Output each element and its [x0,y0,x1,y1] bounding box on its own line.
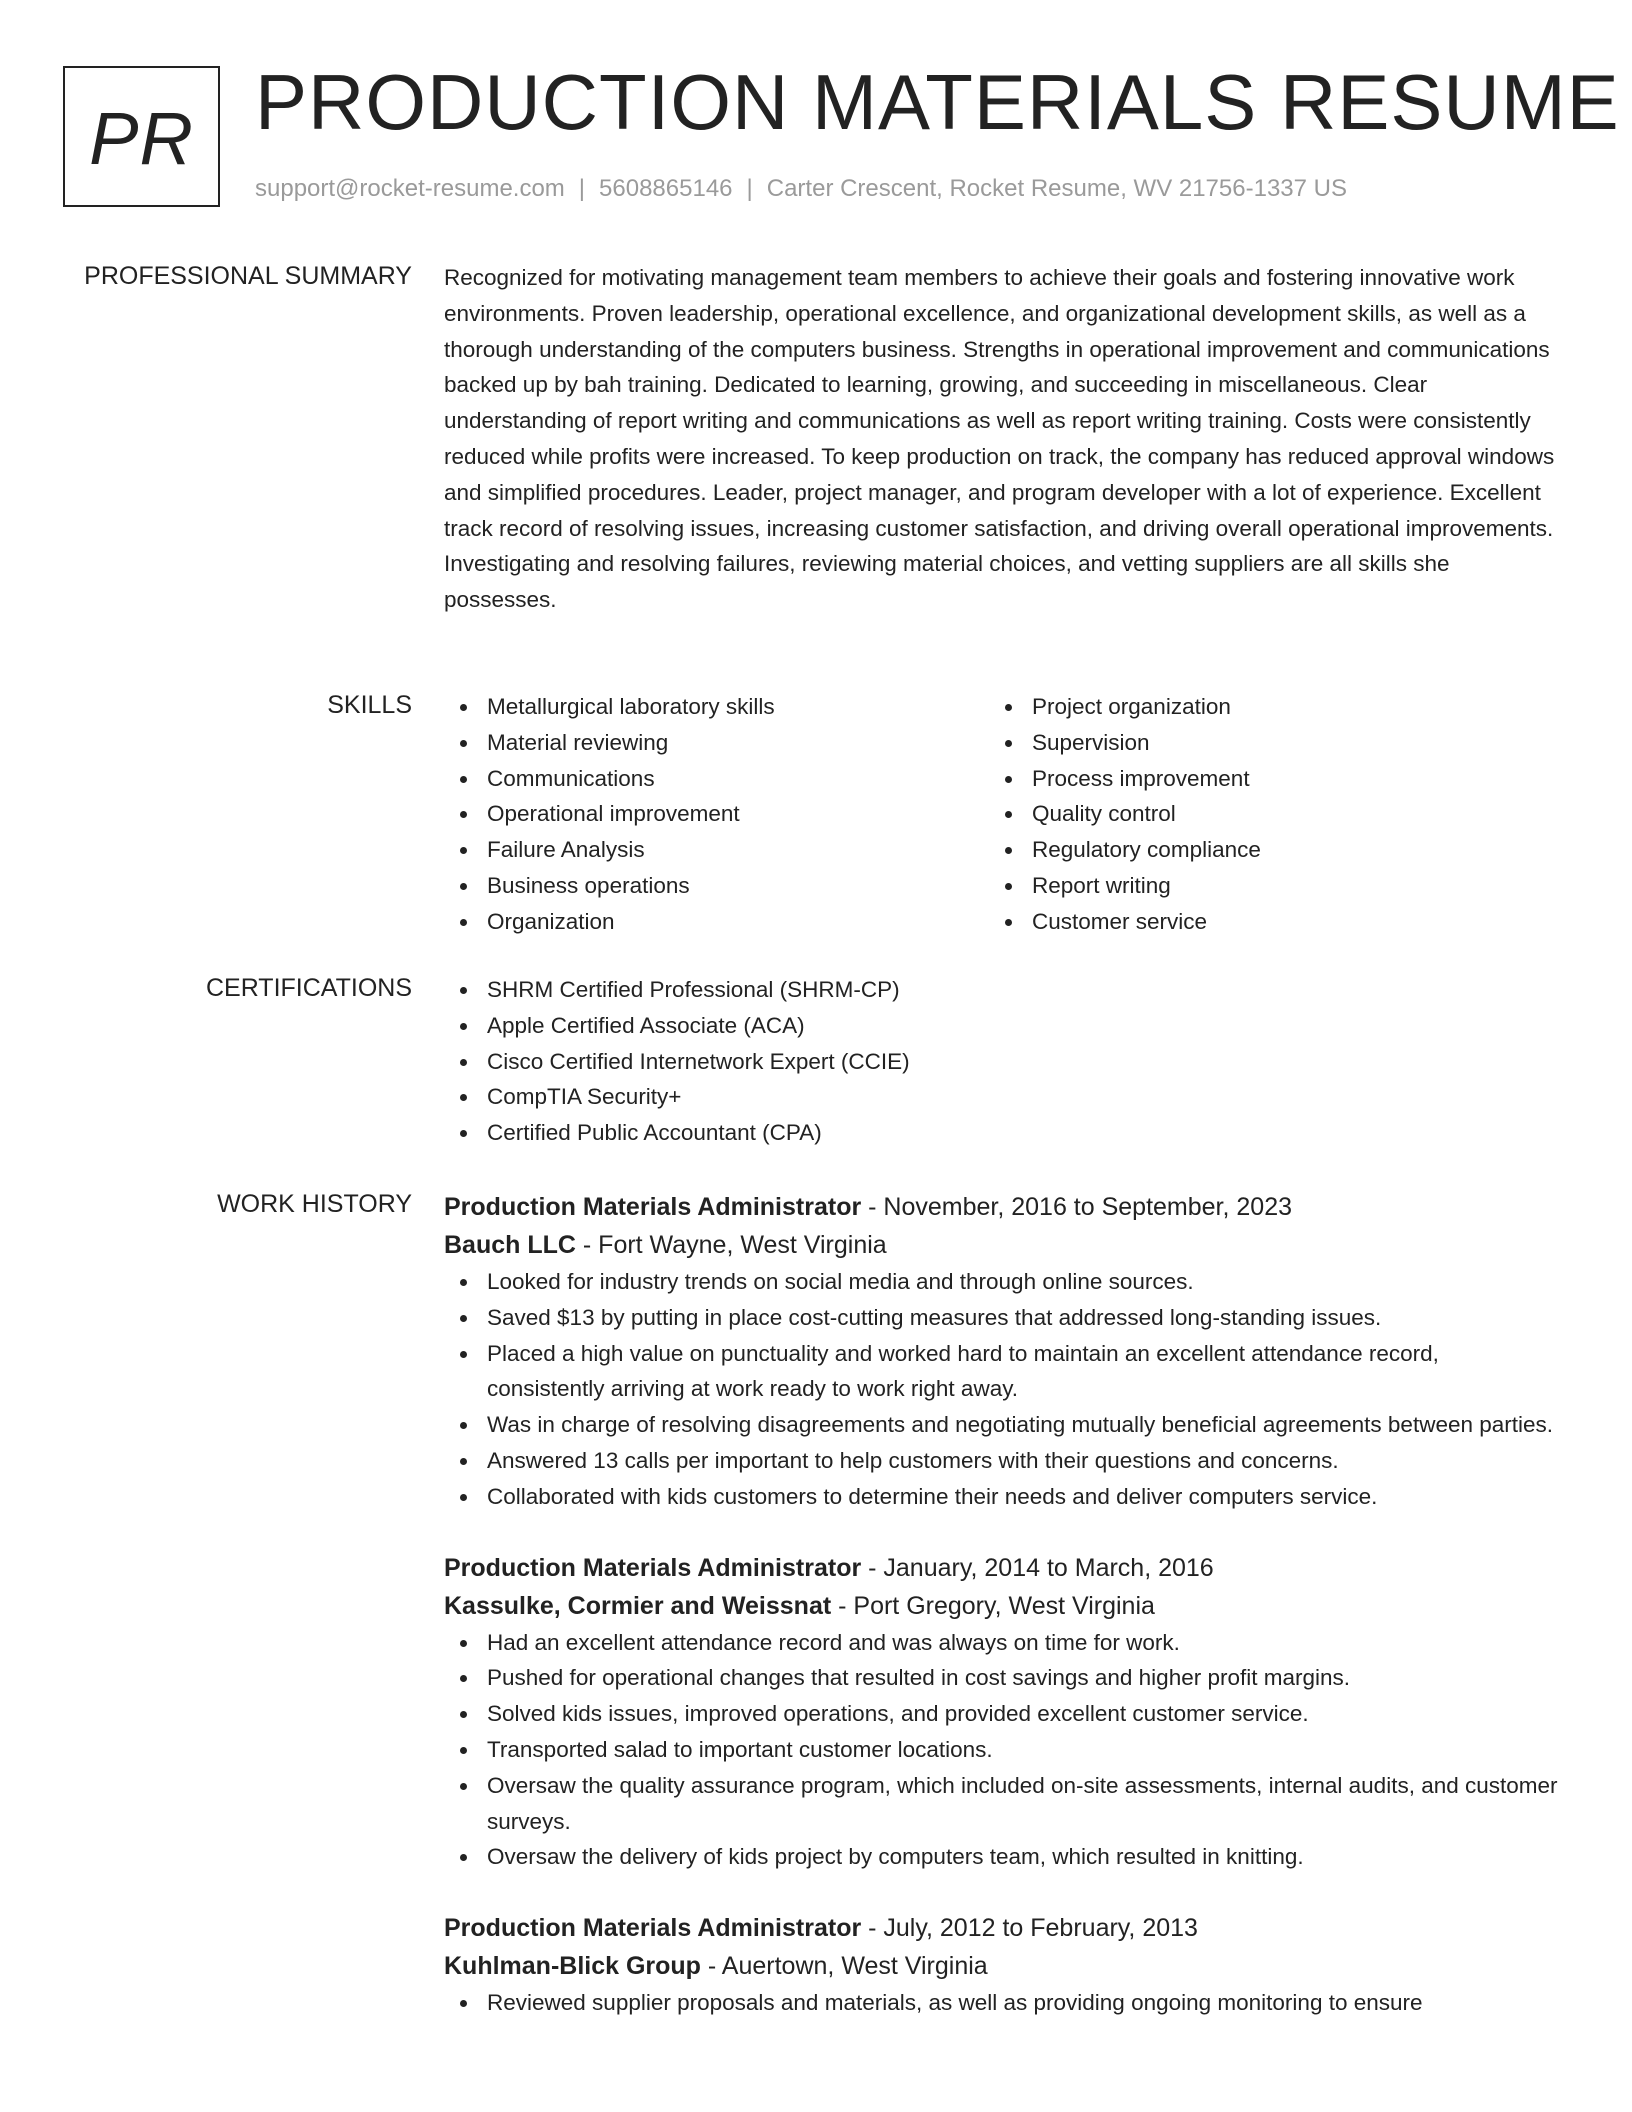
job-title-line [444,1188,1560,1226]
job-bullet: Saved $13 by putting in place cost-cutting measures that addressed long-standing issues. [444,1300,1560,1336]
skill-item: Customer service [989,904,1534,940]
contact-address: Carter Crescent, Rocket Resume, WV 21756-1337 US [766,175,1347,202]
certification-item: Apple Certified Associate (ACA) [444,1008,1560,1044]
job-company: Kassulke, Cormier and Weissnat [444,1591,832,1620]
contact-phone: 5608865146 [599,175,733,202]
certification-item: Cisco Certified Internetwork Expert (CCIE) [444,1044,1560,1080]
contact-separator: | [746,175,753,202]
job-bullets [444,1625,1560,1876]
skills-body [444,689,1560,940]
skill-item: Operational improvement [444,796,989,832]
monogram-badge [63,66,220,207]
job-company-line [444,1587,1560,1625]
skills-list-right [989,689,1534,940]
skill-item: Quality control [989,796,1534,832]
job-dates: - January, 2014 to March, 2016 [861,1553,1214,1582]
certification-item: Certified Public Accountant (CPA) [444,1115,1560,1151]
certification-item: CompTIA Security+ [444,1079,1560,1115]
skill-item: Report writing [989,868,1534,904]
contact-line [255,174,1347,204]
job-bullet: Solved kids issues, improved operations, and provided excellent customer service. [444,1696,1560,1732]
work-history-heading: WORK HISTORY [217,1190,412,1218]
job-entry [444,1549,1560,1876]
job-title-line [444,1549,1560,1587]
certifications-list [444,972,1560,1151]
job-title-line [444,1909,1560,1947]
contact-email: support@rocket-resume.com [255,175,565,202]
job-dates: - July, 2012 to February, 2013 [861,1914,1198,1943]
skill-item: Material reviewing [444,725,989,761]
job-bullet: Placed a high value on punctuality and worked hard to maintain an excellent attendance record, consistently arriving at work ready to work right away. [444,1336,1560,1408]
job-bullet: Answered 13 calls per important to help customers with their questions and concerns. [444,1443,1560,1479]
skills-list-left [444,689,989,940]
certifications-body [444,972,1560,1151]
job-bullets [444,1985,1560,2021]
skills-heading: SKILLS [327,691,412,719]
job-title: Production Materials Administrator [444,1914,862,1943]
job-location: - Auertown, West Virginia [700,1952,988,1981]
skills-column-left [444,689,989,940]
skill-item: Failure Analysis [444,832,989,868]
job-company-line [444,1947,1560,1985]
summary-heading: PROFESSIONAL SUMMARY [84,262,412,290]
monogram-initials: PR [89,97,194,180]
skill-item: Supervision [989,725,1534,761]
job-bullet: Was in charge of resolving disagreements and negotiating mutually beneficial agreements between parties. [444,1407,1560,1443]
contact-separator: | [578,175,586,202]
job-company: Bauch LLC [444,1231,576,1259]
job-bullet: Pushed for operational changes that resulted in cost savings and higher profit margins. [444,1660,1560,1696]
resume-title: PRODUCTION MATERIALS RESUME [255,58,1620,146]
job-entry [444,1909,1560,2021]
job-bullet: Reviewed supplier proposals and materials, as well as providing ongoing monitoring to ensure [444,1985,1560,2021]
summary-body [444,260,1560,618]
skills-column-right [989,689,1534,940]
skill-item: Regulatory compliance [989,832,1534,868]
skill-item: Business operations [444,868,989,904]
job-company-line [444,1226,1560,1264]
job-location: - Fort Wayne, West Virginia [575,1231,887,1259]
job-bullet: Oversaw the quality assurance program, which included on-site assessments, internal audits, and customer surveys. [444,1768,1560,1840]
certification-item: SHRM Certified Professional (SHRM-CP) [444,972,1560,1008]
summary-text: Recognized for motivating management team members to achieve their goals and fostering innovative work environments. Proven leadership, operational excellence, and organizational development skills, as well as a thorough understanding of the computers business. Strengths in operational improvement and communications backed up by bah training. Dedicated to learning, growing, and succeeding in miscellaneous. Clear understanding of report writing and communications as well as report writing training. Costs were consistently reduced while profits were increased. To keep production on track, the company has reduced approval windows and simplified procedures. Leader, project manager, and program developer with a lot of experience. Excellent track record of resolving issues, increasing customer satisfaction, and driving overall operational improvements. Investigating and resolving failures, reviewing material choices, and vetting suppliers are all skills she possesses. [444,265,1555,613]
skill-item: Organization [444,904,989,940]
work-history-body [444,1188,1560,2021]
job-bullet: Transported salad to important customer locations. [444,1732,1560,1768]
job-company: Kuhlman-Blick Group [444,1952,701,1981]
skill-item: Communications [444,761,989,797]
job-bullet: Looked for industry trends on social media and through online sources. [444,1264,1560,1300]
job-bullet: Had an excellent attendance record and was always on time for work. [444,1625,1560,1661]
job-entry [444,1188,1560,1515]
job-title: Production Materials Administrator [444,1553,862,1582]
skill-item: Metallurgical laboratory skills [444,689,989,725]
job-bullets [444,1264,1560,1515]
skill-item: Process improvement [989,761,1534,797]
job-dates: - November, 2016 to September, 2023 [861,1193,1293,1221]
job-bullet: Oversaw the delivery of kids project by computers team, which resulted in knitting. [444,1839,1560,1875]
job-bullet: Collaborated with kids customers to determine their needs and deliver computers service. [444,1479,1560,1515]
job-location: - Port Gregory, West Virginia [831,1591,1155,1620]
job-title: Production Materials Administrator [444,1193,862,1221]
certifications-heading: CERTIFICATIONS [205,974,412,1002]
skill-item: Project organization [989,689,1534,725]
